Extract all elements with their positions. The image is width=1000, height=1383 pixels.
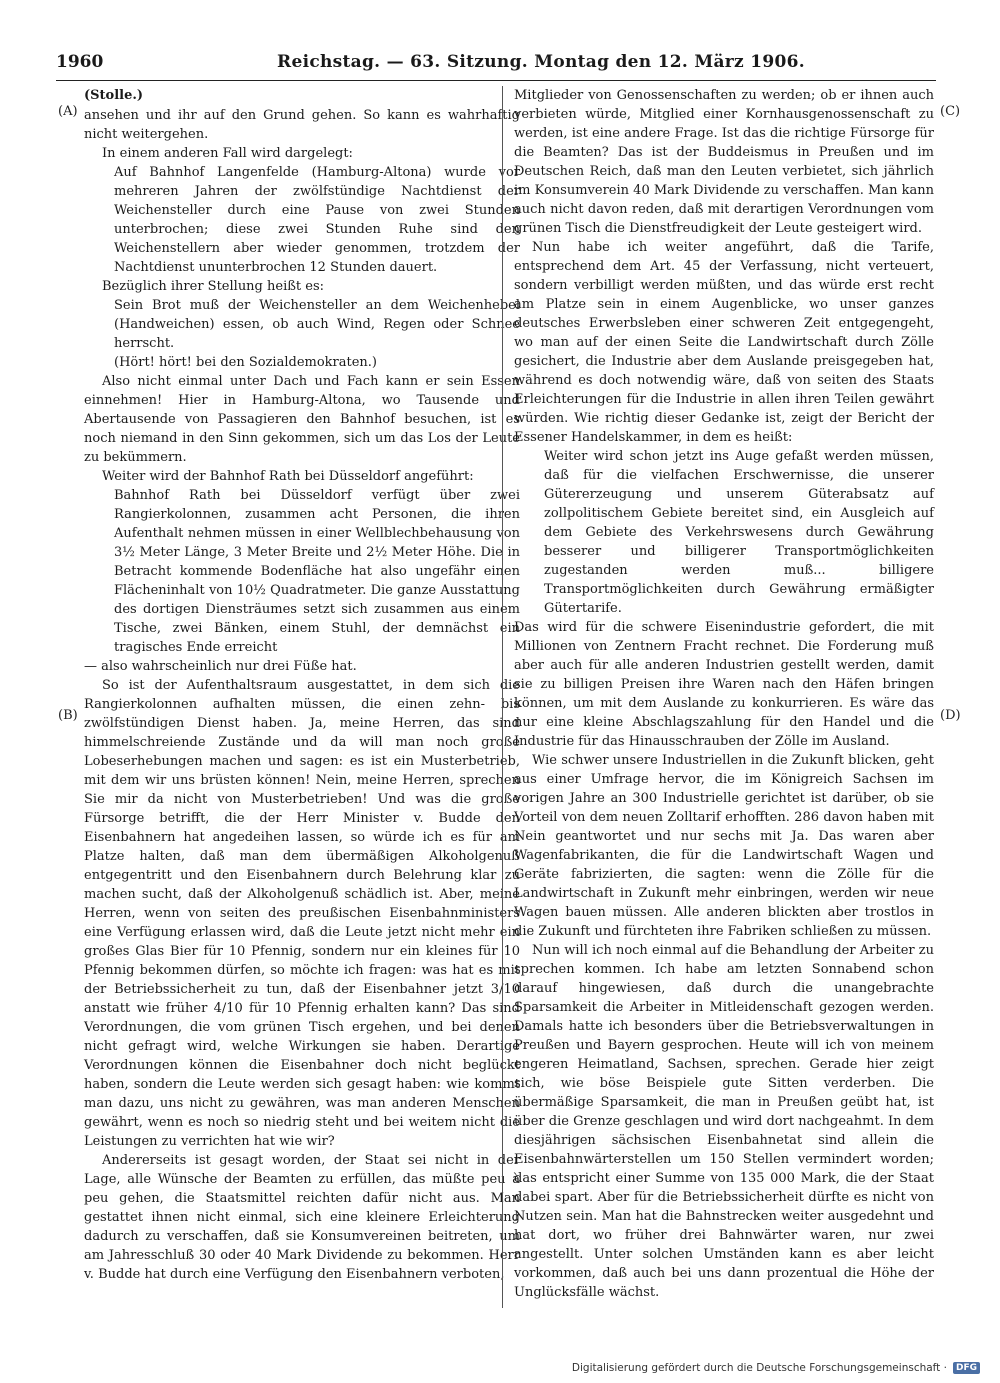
paragraph: Wie schwer unsere Industriellen in die Zukunft blicken, geht aus einer Umfrage hervor, die im Königreich Sachsen im vorigen Jahre an 300 Industrielle gerichtet ist darüber, ob sie Vorteil von dem neuen Zolltarif erhofften. 286 davon haben mit Nein geantwortet und nur sechs mit Ja. Das waren aber Wagenfabrikanten, die für die Landwirtschaft Wagen und Geräte fabrizierten, die sagten: wenn die Zölle für die Landwirtschaft in Zukunft mehr einbringen, werden wir neue Wagen bauen müssen. Alle anderen blickten aber trostlos in die Zukunft und fürchteten ihre Fabriken schließen zu müssen. <box>514 753 934 939</box>
page-number: 1960 <box>56 52 104 72</box>
paragraph: Bezüglich ihrer Stellung heißt es: <box>102 279 325 294</box>
paragraph: Nun habe ich weiter angeführt, daß die Tarife, entsprechend dem Art. 45 der Verfassung, nicht verteuert, sondern verbilligt werden müßten, und das würde erst recht am Platze sein in einem Augenblicke, wo unser ganzes deutsches Erwerbsleben einer schweren Zeit entgegengeht, wo man auf der einen Seite die Landwirtschaft durch Zölle gesichert, die Industrie aber dem Auslande preisgegeben hat, während es doch notwendig wäre, daß von seiten des Staats Erleichterungen für die Industrie in allen ihren Teilen gewährt würden. Wie richtig dieser Gedanke ist, zeigt der Bericht der Essener Handelskammer, in dem es heißt: <box>514 240 934 445</box>
paragraph: Weiter wird der Bahnhof Rath bei Düsseldorf angeführt: <box>102 469 474 484</box>
running-title: Reichstag. — 63. Sitzung. Montag den 12. März 1906. <box>277 52 805 72</box>
speaker-name: (Stolle.) <box>84 88 144 103</box>
dfg-logo-icon: DFG <box>953 1362 980 1374</box>
digitization-credit <box>572 1362 980 1374</box>
paragraph: In einem anderen Fall wird dargelegt: <box>102 146 353 161</box>
dash-remark: — also wahrscheinlich nur drei Füße hat. <box>84 659 357 674</box>
margin-marker-a: (A) <box>58 104 78 119</box>
margin-marker-d: (D) <box>940 708 961 723</box>
paragraph: ansehen und ihr auf den Grund gehen. So kann es wahrhaftig nicht weitergehen. <box>84 108 520 142</box>
paragraph: So ist der Aufenthaltsraum ausgestattet, in dem sich die Rangierkolonnen aufhalten müssen, die einen zehn- bis zwölfstündigen Dienst haben. Ja, meine Herren, das sind himmelschreiende Zustände und da will man noch große Lobeserhebungen machen und sagen: es ist ein Musterbetrieb, mit dem wir uns brüsten können! Nein, meine Herren, sprechen Sie mir da nicht von Musterbetrieben! Und was die große Fürsorge betrifft, die der Herr Minister v. Budde den Eisenbahnern hat angedeihen lassen, so würde ich es für am Platze halten, daß man dem übermäßigen Alkoholgenuß entgegentritt und den Eisenbahnern durch Belehrung klar zu machen sucht, daß der Alkoholgenuß schädlich ist. Aber, meine Herren, wenn von seiten des preußischen Eisenbahnministers eine Verfügung erlassen wird, daß die Leute jetzt nicht mehr ein großes Glas Bier für 10 Pfennig, sondern nur ein kleines für 10 Pfennig bekommen dürfen, so möchte ich fragen: was hat es mit der Betriebssicherheit zu tun, daß der Eisenbahner jetzt 3/10 anstatt wie früher 4/10 für 10 Pfennig erhalten kann? Das sind Verordnungen, die vom grünen Tisch ergehen, und bei denen nicht gefragt wird, welche Wirkungen sie haben. Derartige Verordnungen können die Eisenbahner doch nicht beglückt haben, sondern die Leute werden sich gesagt haben: wie kommt man dazu, uns nicht zu gewähren, was man anderen Menschen gewährt, wenn es noch so niedrig steht und bei weitem nicht die Leistungen zu verrichten hat wie wir? <box>84 678 520 1149</box>
credit-text: Digitalisierung gefördert durch die Deutsche Forschungsgemeinschaft · <box>571 1362 947 1374</box>
paragraph: Nun will ich noch einmal auf die Behandlung der Arbeiter zu sprechen kommen. Ich habe am letzten Sonnabend schon darauf hingewiesen, daß durch die unangebrachte Sparsamkeit die Arbeiter in Mitleidenschaft gezogen werden. Damals hatte ich besonders über die Betriebsverwaltungen in Preußen und Bayern gesprochen. Heute will ich von meinem engeren Heimatland, Sachsen, sprechen. Gerade hier zeigt sich, wie böse Beispiele gute Sitten verderben. Die übermäßige Sparsamkeit, die man in Preußen geübt hat, ist über die Grenze geschlagen und wird dort nachgeahmt. In dem diesjährigen sächsischen Eisenbahnetat sind allein die Eisenbahnwärterstellen um 150 Stellen vermindert worden; das entspricht einer Summe von 135 000 Mark, die der Staat dabei spart. Aber für die Betriebssicherheit dürfte es nicht von Nutzen sein. Man hat die Bahnstrecken weiter ausgedehnt und hat dort, wo früher drei Bahnwärter waren, nur zwei angestellt. Unter solchen Umständen kann es aber leicht vorkommen, daß auch bei uns dann prozentual die Höhe der Unglücksfälle wächst. <box>514 943 934 1300</box>
block-quote: Bahnhof Rath bei Düsseldorf verfügt über zwei Rangierkolonnen, zusammen acht Personen, die ihren Aufenthalt nehmen müssen in einer Wellblechbehausung von 3½ Meter Länge, 3 Meter Breite und 2½ Meter Höhe. Die in Betracht kommende Bodenfläche hat also ungefähr einen Flächeninhalt von 10½ Quadratmeter. Die ganze Ausstattung des dortigen Diensträumes setzt sich zusammen aus einem Tische, zwei Bänken, einem Stuhl, der demnächst ein tragisches Ende erreicht <box>114 488 520 655</box>
left-column <box>84 86 520 1284</box>
header-rule <box>56 80 936 81</box>
block-quote: Sein Brot muß der Weichensteller an dem Weichenhebel (Handweichen) essen, ob auch Wind, Regen oder Schnee herrscht. <box>114 298 520 351</box>
right-column <box>514 86 934 1302</box>
page-header <box>56 52 936 78</box>
margin-marker-b: (B) <box>58 708 78 723</box>
interjection: (Hört! hört! bei den Sozialdemokraten.) <box>114 355 378 370</box>
paragraph: Das wird für die schwere Eisenindustrie gefordert, die mit Millionen von Zentnern Fracht rechnet. Die Forderung muß aber auch für alle anderen Industrien gestellt werden, damit sie zu billigen Preisen ihre Waren nach den Häfen bringen können, um mit dem Auslande zu konkurrieren. Es wäre das nur eine kleine Abschlagszahlung für den Handel und die Industrie für das Hinausschrauben der Zölle im Ausland. <box>514 620 934 749</box>
column-divider <box>502 86 503 1308</box>
block-quote: Auf Bahnhof Langenfelde (Hamburg-Altona) wurde vor mehreren Jahren der zwölfstündige Nachtdienst der Weichensteller durch eine Pause von zwei Stunden unterbrochen; diese zwei Stunden Ruhe sind den Weichenstellern aber wieder genommen, trotzdem der Nachtdienst ununterbrochen 12 Stunden dauert. <box>114 165 520 275</box>
paragraph: Andererseits ist gesagt worden, der Staat sei nicht in der Lage, alle Wünsche der Beamten zu erfüllen, das müßte peu à peu gehen, die Staatsmittel reichten dafür nicht aus. Man gestattet ihnen nicht einmal, sich eine kleinere Erleichterung dadurch zu verschaffen, daß sie Konsumvereinen beitreten, um am Jahresschluß 30 oder 40 Mark Dividende zu bekommen. Herr v. Budde hat durch eine Verfügung den Eisenbahnern verboten, <box>84 1153 520 1282</box>
block-quote: Weiter wird schon jetzt ins Auge gefaßt werden müssen, daß für die vielfachen Erschwernisse, die unserer Gütererzeugung und unserem Güterabsatz auf zollpolitischem Gebiete bereitet sind, ein Ausgleich auf dem Gebiete des Verkehrswesens durch Gewährung besserer und billigerer Transportmöglichkeiten zugestanden werden muß... billigere Transportmöglichkeiten durch Gewährung ermäßigter Gütertarife. <box>544 449 934 616</box>
paragraph: Mitglieder von Genossenschaften zu werden; ob er ihnen auch verbieten würde, Mitglied einer Kornhausgenossenschaft zu werden, ist eine andere Frage. Ist das die richtige Fürsorge für die Beamten? Das ist der Buddeismus in Preußen und im Deutschen Reich, daß man den Leuten verbietet, sich jährlich im Konsumverein 40 Mark Dividende zu verschaffen. Man kann auch nicht davon reden, daß mit derartigen Verordnungen vom grünen Tisch die Dienstfreudigkeit der Leute gesteigert wird. <box>514 88 934 236</box>
paragraph: Also nicht einmal unter Dach und Fach kann er sein Essen einnehmen! Hier in Hamburg-Altona, wo Tausende und Abertausende von Passagieren den Bahnhof besuchen, ist es noch niemand in den Sinn gekommen, sich um das Los der Leute zu bekümmern. <box>84 374 520 465</box>
margin-marker-c: (C) <box>940 104 961 119</box>
